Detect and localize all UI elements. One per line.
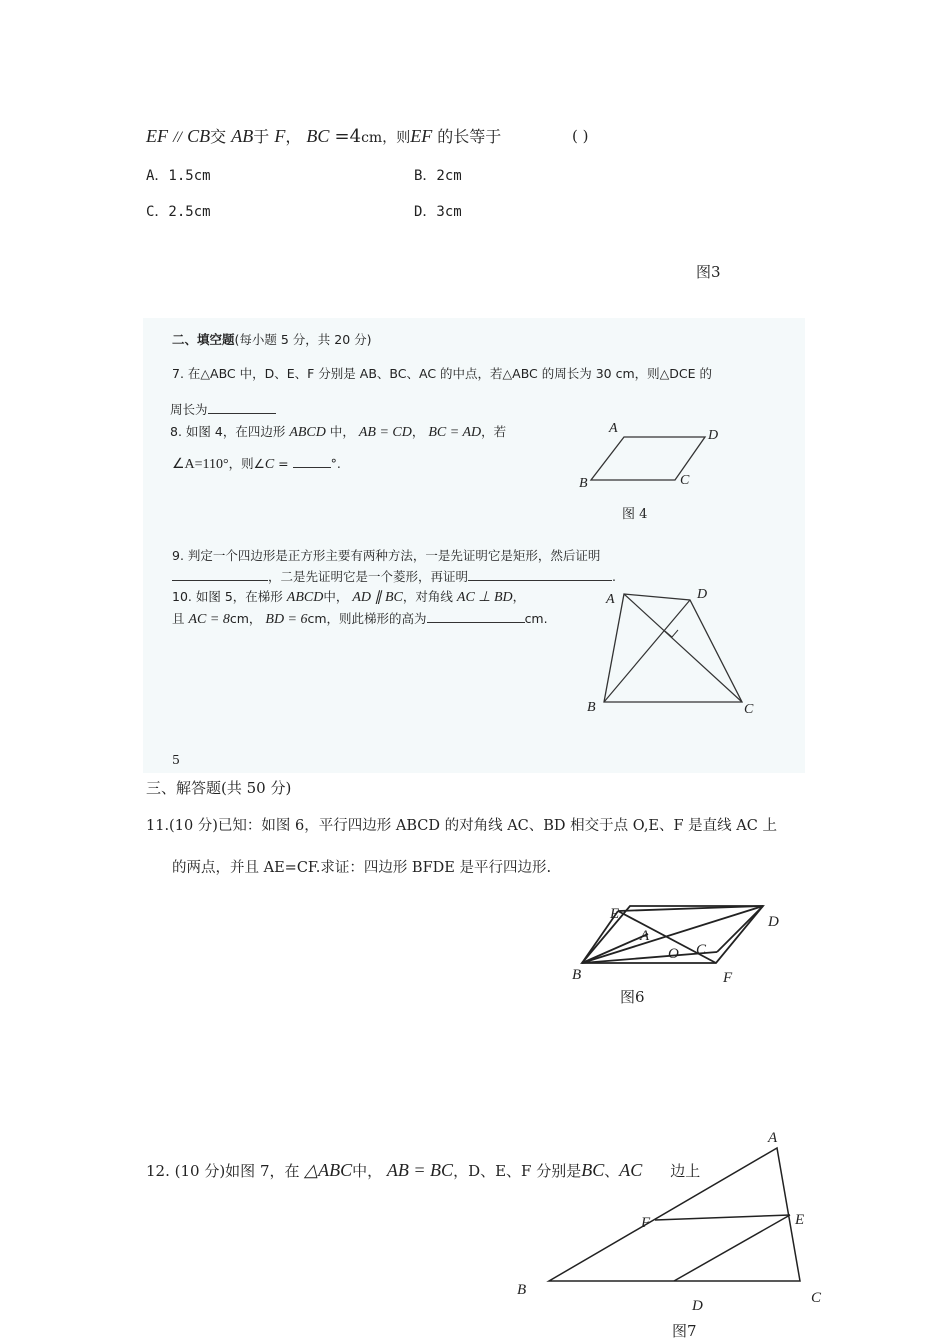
q10-cm1: cm，: [229, 611, 262, 626]
q10-bd: BD = 6: [265, 612, 308, 627]
fig7-label-e: E: [795, 1212, 805, 1228]
q9-line1: 9. 判定一个四边形是正方形主要有两种方法，一是先证明它是矩形，然后证明: [172, 548, 601, 563]
q12-prefix: 12. (10 分)如图 7，在: [146, 1162, 300, 1180]
figure4-caption: 图 4: [622, 507, 648, 522]
q10-cm3: cm.: [524, 611, 548, 626]
q12-eq: AB = BC: [386, 1160, 454, 1180]
q8-c: C: [264, 457, 275, 472]
fig7-label-d: D: [692, 1298, 703, 1314]
fig6-label-a: A: [640, 928, 650, 944]
fig4-label-a: A: [609, 421, 618, 436]
q8-deg: °.: [330, 456, 341, 471]
q10-parallel: AD ∥ BC: [352, 590, 403, 605]
fig7-label-f: F: [641, 1215, 651, 1231]
section3-title: 三、解答题(共 50 分): [146, 779, 292, 797]
q10-perp: AC ⊥ BD: [456, 590, 513, 605]
q12-bc: BC: [581, 1160, 605, 1180]
q12-rest: ，D、E、F 分别是: [453, 1162, 582, 1180]
fig4-label-c: C: [680, 473, 690, 488]
q6-ef: EF: [146, 126, 168, 146]
q8-abcd: ABCD: [289, 425, 326, 440]
q10-ac: AC = 8: [188, 612, 230, 627]
q6-option-b: B．2cm: [414, 168, 462, 184]
q6-bc: BC: [306, 126, 330, 146]
q6-yu: 于: [253, 127, 270, 146]
q6-paren: ( ): [572, 127, 589, 145]
figure7-caption: 图7: [672, 1322, 697, 1340]
q6-cm: cm，则: [361, 130, 411, 146]
q8-angle-a: ∠A=110°: [172, 457, 229, 472]
section2-title-note: (每小题 5 分，共 20 分): [234, 332, 372, 347]
q9-end: .: [612, 569, 616, 584]
q6-jiao: 交: [210, 127, 227, 146]
q12-ac: AC: [619, 1160, 643, 1180]
q8-mid: 中，: [329, 424, 355, 439]
q9-mid: ，二是先证明它是一个菱形，再证明: [268, 569, 469, 584]
q12-tail: 边上: [670, 1162, 701, 1180]
q8-line1: 8. 如图 4，在四边形 ABCD 中， AB = CD， BC = AD，若: [170, 424, 507, 440]
fig5-label-a: A: [606, 592, 615, 607]
q6-ab: AB: [231, 126, 254, 146]
q8-cond1: AB = CD: [358, 425, 412, 440]
q6-option-c: C．2.5cm: [146, 204, 211, 220]
fig6-label-f: F: [723, 970, 733, 986]
fig6-label-e: E: [610, 906, 620, 922]
q8-eq: =: [274, 456, 293, 471]
q10-diag: ，对角线: [402, 589, 453, 604]
q10-mid: 中，: [323, 589, 349, 604]
fig6-label-o: O: [668, 946, 679, 962]
q10-prefix: 10. 如图 5，在梯形: [172, 589, 283, 604]
q6-comma: ，: [285, 127, 302, 146]
fig4-label-b: B: [579, 476, 588, 491]
q6-four: 4: [349, 126, 362, 147]
fig5-number: 5: [172, 752, 180, 767]
fig7-label-c: C: [811, 1290, 822, 1306]
fig5-label-b: B: [587, 700, 596, 715]
q8-cond2: BC = AD: [428, 425, 482, 440]
q6-tail: 的长等于: [437, 127, 502, 146]
q8-prefix: 8. 如图 4，在四边形: [170, 424, 286, 439]
q6-parallel: //: [173, 129, 182, 146]
q11-line1: 11.(10 分)已知：如图 6，平行四边形 ABCD 的对角线 AC、BD 相交于点 O,E、F 是直线 AC 上: [146, 818, 777, 834]
fig5-label-c: C: [744, 702, 754, 717]
q8-then: ，则∠: [228, 456, 265, 471]
q12-mid: 中，: [352, 1162, 383, 1180]
q8-if: ，若: [481, 424, 507, 439]
q6-f: F: [274, 126, 286, 146]
fig4-label-d: D: [708, 428, 719, 443]
q6-option-a: A．1.5cm: [146, 168, 211, 184]
q12-sep: 、: [604, 1162, 620, 1180]
fig7-label-b: B: [517, 1282, 527, 1298]
q10-cm2: cm，则此梯形的高为: [307, 611, 427, 626]
q10-qie: 且: [172, 611, 185, 626]
fig5-label-d: D: [697, 587, 708, 602]
fig6-label-b: B: [572, 967, 582, 983]
fig6-label-c: C: [696, 942, 707, 958]
q6-cb: CB: [187, 126, 211, 146]
q7-line1: 7. 在△ABC 中，D、E、F 分别是 AB、BC、AC 的中点，若△ABC 的周长为 30 cm，则△DCE 的: [172, 366, 712, 381]
figure3-caption: 图3: [696, 263, 721, 281]
q6-option-d: D．3cm: [414, 204, 462, 220]
q12-triangle: △ABC: [304, 1160, 353, 1180]
q6-eq: =: [334, 126, 350, 147]
fig7-label-a: A: [768, 1130, 778, 1146]
section2-title-text: 二、填空题: [172, 332, 235, 347]
fig6-label-d: D: [768, 914, 779, 930]
q7-label: 周长为: [170, 402, 208, 417]
figure6-caption: 图6: [620, 988, 645, 1006]
q10-abcd: ABCD: [286, 590, 324, 605]
q10-comma: ，: [512, 589, 526, 604]
q11-line2: 的两点，并且 AE=CF.求证：四边形 BFDE 是平行四边形.: [172, 860, 552, 876]
q6-ef2: EF: [410, 126, 433, 146]
